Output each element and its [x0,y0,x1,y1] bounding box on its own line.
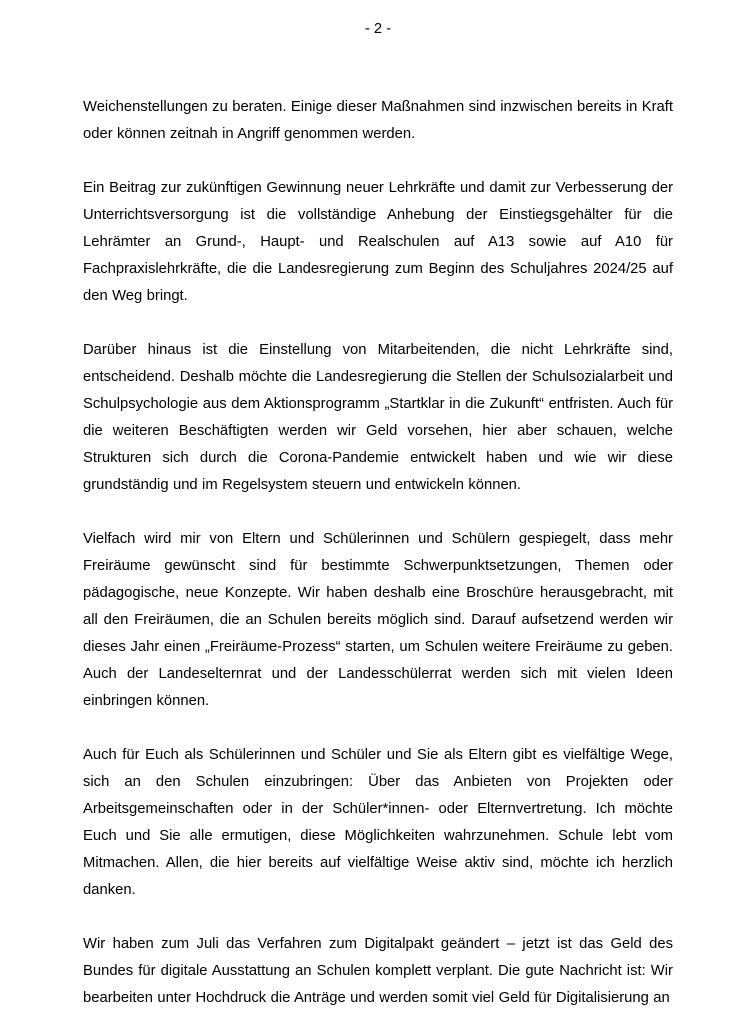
paragraph-school-social-work: Darüber hinaus ist die Einstellung von Mitarbeitenden, die nicht Lehrkräfte sind, entscheidend. Deshalb möchte die Landesregierung die Stellen der Schulsozialarbeit und Schulpsychologie aus dem Aktionsprogramm „Startklar in die Zukunft“ entfristen. Auch für die weiteren Beschäftigten werden wir Geld vorsehen, hier aber schauen, welche Strukturen sich durch die Corona-Pandemie entwickelt haben und wie wir diese grundständig und im Regelsystem steuern und entwickeln können. [83,342,673,493]
paragraph-digitalpakt: Wir haben zum Juli das Verfahren zum Digitalpakt geändert – jetzt ist das Geld des Bundes für digitale Ausstattung an Schulen komplett verplant. Die gute Nachricht ist: Wir bearbeiten unter Hochdruck die Anträge und werden somit viel Geld für Digitalisierung an [83,936,673,1006]
letter-body [83,94,673,1012]
paragraph-teacher-salaries: Ein Beitrag zur zukünftigen Gewinnung neuer Lehrkräfte und damit zur Verbesserung der Unterrichtsversorgung ist die vollständige Anhebung der Einstiegsgehälter für die Lehrämter an Grund-, Haupt- und Realschulen auf A13 sowie auf A10 für Fachpraxislehrkräfte, die die Landesregierung zum Beginn des Schuljahres 2024/25 auf den Weg bringt. [83,180,673,304]
page-number: - 2 - [364,21,392,37]
paragraph-participation: Auch für Euch als Schülerinnen und Schüler und Sie als Eltern gibt es vielfältige Wege, sich an den Schulen einzubringen: Über das Anbieten von Projekten oder Arbeitsgemeinschaften oder in der Schüler*innen- oder Elternvertretung. Ich möchte Euch und Sie alle ermutigen, diese Möglichkeiten wahrzunehmen. Schule lebt vom Mitmachen. Allen, die hier bereits auf vielfältige Weise aktiv sind, möchte ich herzlich danken. [83,747,673,898]
paragraph-freiraeume-process: Vielfach wird mir von Eltern und Schülerinnen und Schülern gespiegelt, dass mehr Freiräume gewünscht sind für bestimmte Schwerpunktsetzungen, Themen oder pädagogische, neue Konzepte. Wir haben deshalb eine Broschüre herausgebracht, mit all den Freiräumen, die an Schulen bereits möglich sind. Darauf aufsetzend werden wir dieses Jahr einen „Freiräume-Prozess“ starten, um Schulen weitere Freiräume zu geben. Auch der Landeselternrat und der Landesschülerrat werden sich mit vielen Ideen einbringen können. [83,531,673,709]
paragraph-measures-in-force: Weichenstellungen zu beraten. Einige dieser Maßnahmen sind inzwischen bereits in Kraft oder können zeitnah in Angriff genommen werden. [83,99,673,142]
